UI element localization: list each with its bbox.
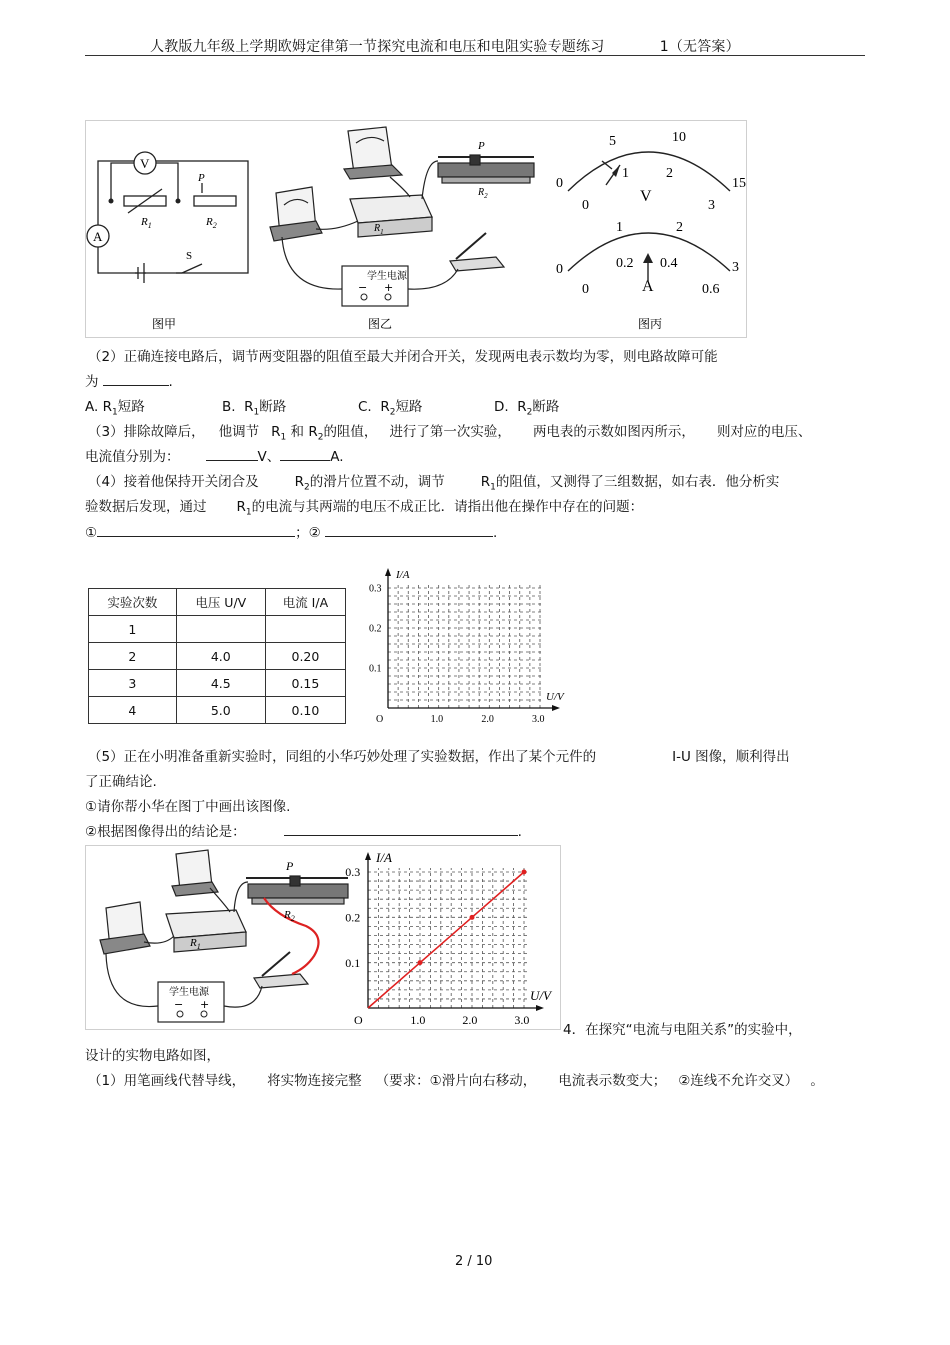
q4-problem-blank-2[interactable]	[325, 523, 493, 537]
vmeter-outer-10: 10	[672, 130, 686, 145]
rheostat-p-label: P	[478, 140, 485, 152]
circuit-figures	[86, 121, 746, 337]
x-tick-label: 1.0	[430, 714, 444, 725]
y-axis-arrow	[385, 568, 391, 576]
vmeter-outer-15: 15	[732, 176, 746, 191]
origin-label: O	[354, 1013, 363, 1027]
rheostat-r2-label: $R_2$	[478, 187, 488, 200]
q4-stem: （4）接着他保持开关闭合及 $R_2$的滑片位置不动，调节 $R_1$的阻值，又测得了三组数据，如右表．他分析实	[88, 474, 780, 493]
q4new-line3: （1）用笔画线代替导线， 将实物连接完整 （要求：①滑片向右移动， 电流表示数变大； ②连线不允许交叉） 。	[88, 1073, 824, 1089]
table-cell: 0.10	[265, 697, 345, 724]
voltmeter-label: V	[140, 156, 150, 171]
q4new-line2: 设计的实物电路如图，	[85, 1048, 220, 1064]
plus-label: +	[200, 998, 210, 1011]
series-line	[368, 872, 524, 1008]
table-cell: 4.5	[176, 670, 265, 697]
table-cell: 1	[89, 616, 177, 643]
y-axis-arrow	[365, 852, 371, 860]
minus-label: −	[174, 998, 184, 1011]
vmeter-inner-0: 0	[582, 198, 589, 213]
table-row	[89, 616, 346, 643]
table-cell: 4	[89, 697, 177, 724]
y-tick-label: 0.2	[345, 910, 361, 925]
q3-line2: 电流值分别为： V、 A.	[85, 449, 344, 465]
y-axis-label: I/A	[396, 569, 410, 581]
q2-option-a[interactable]: A. $R_1$短路	[85, 399, 145, 418]
y-tick-label: 0.3	[369, 583, 382, 595]
table-cell[interactable]	[176, 616, 265, 643]
ameter-inner-06: 0.6	[702, 282, 720, 297]
vmeter-unit: V	[640, 188, 652, 205]
q5-line3: ①请你帮小华在图丁中画出该图像.	[85, 799, 291, 815]
q4-problem-blank-1[interactable]	[97, 523, 295, 537]
x-axis-arrow	[536, 1005, 544, 1011]
header-rule	[85, 55, 865, 56]
table-cell: 5.0	[176, 697, 265, 724]
q2-answer-blank[interactable]	[103, 372, 169, 386]
x-axis-label: U/V	[546, 691, 564, 703]
ameter-inner-04: 0.4	[660, 256, 678, 271]
x-tick-label: 3.0	[532, 714, 545, 725]
table-row	[89, 643, 346, 670]
ameter-outer-2: 2	[676, 220, 683, 235]
page-number: 2 / 10	[455, 1254, 493, 1269]
power-label: 学生电源	[169, 987, 209, 998]
caption-jia: 图甲	[152, 317, 177, 331]
data-point	[522, 870, 527, 875]
x-axis-arrow	[552, 705, 560, 711]
box-r1-label: $R_1$	[374, 223, 384, 236]
rheostat-r2-label: $R_2$	[284, 909, 295, 923]
y-axis-label: I/A	[376, 850, 392, 865]
q2-stem-line2: 为 .	[85, 374, 173, 390]
caption-bing: 图丙	[638, 317, 663, 331]
r2-label: $R_2$	[206, 216, 217, 230]
origin-label: O	[376, 714, 384, 725]
p-label: P	[198, 172, 205, 184]
x-tick-label: 2.0	[462, 1013, 478, 1027]
table-header: 电流 I/A	[265, 589, 345, 616]
q5-line4: ②根据图像得出的结论是： .	[85, 824, 522, 840]
ameter-inner-0: 0	[582, 282, 589, 297]
box-r1-label: $R_1$	[190, 937, 201, 951]
q4-line2: 验数据后发现，通过 $R_1$的电流与其两端的电压不成正比．请指出他在操作中存在的问题：	[85, 499, 644, 518]
q2-stem: （2）正确连接电路后，调节两变阻器的阻值至最大并闭合开关，发现两电表示数均为零，则电路故障可能	[88, 349, 718, 365]
q4new-stem: 4．在探究“电流与电阻关系”的实验中，	[563, 1022, 802, 1038]
vmeter-inner-1: 1	[622, 166, 629, 181]
ammeter-label: A	[93, 229, 103, 244]
rheostat-p-label: P	[286, 859, 294, 873]
ameter-outer-1: 1	[616, 220, 623, 235]
vmeter-inner-2: 2	[666, 166, 673, 181]
q2-option-d[interactable]: D. $R_2$断路	[494, 399, 560, 418]
ding-iu-chart[interactable]	[342, 846, 560, 1029]
q3-stem: （3）排除故障后， 他调节 $R_1$ 和 $R_2$的阻值， 进行了第一次实验， 两电表的示数如图丙所示， 则对应的电压、	[88, 424, 812, 443]
data-point	[418, 960, 423, 965]
x-tick-label: 1.0	[410, 1013, 426, 1027]
q4-line3: ① ；② .	[85, 525, 498, 541]
x-tick-label: 2.0	[481, 714, 494, 725]
figure-circuit-set	[85, 120, 747, 338]
x-axis-label: U/V	[530, 988, 551, 1003]
figure-ding	[85, 845, 561, 1030]
minus-label: −	[358, 281, 368, 294]
vmeter-inner-3: 3	[708, 198, 715, 213]
empty-iu-chart[interactable]	[360, 558, 570, 728]
header-suffix: 1（无答案）	[659, 39, 740, 55]
vmeter-outer-0: 0	[556, 176, 563, 191]
data-table	[88, 588, 346, 724]
y-tick-label: 0.2	[369, 623, 382, 635]
q2-option-b[interactable]: B. $R_1$断路	[222, 399, 287, 418]
table-row	[89, 697, 346, 724]
r1-label: $R_1$	[141, 216, 152, 230]
page-header	[150, 36, 740, 56]
q5-line2: 了正确结论.	[85, 774, 157, 790]
ameter-inner-02: 0.2	[616, 256, 634, 271]
table-cell: 0.15	[265, 670, 345, 697]
table-cell: 3	[89, 670, 177, 697]
ameter-unit: A	[642, 278, 654, 295]
ameter-outer-3: 3	[732, 260, 739, 275]
s-label: S	[186, 250, 193, 262]
plus-label: +	[384, 281, 394, 294]
x-tick-label: 3.0	[514, 1013, 530, 1027]
caption-yi: 图乙	[368, 317, 393, 331]
q3-current-blank[interactable]	[280, 447, 330, 461]
data-point	[470, 915, 475, 920]
table-cell[interactable]	[265, 616, 345, 643]
q5-stem: （5）正在小明准备重新实验时，同组的小华巧妙处理了实验数据，作出了某个元件的 I-U 图像，顺利得出	[88, 749, 790, 765]
table-header-row	[89, 589, 346, 616]
table-row	[89, 670, 346, 697]
q5-conclusion-blank[interactable]	[284, 822, 518, 836]
table-header: 电压 U/V	[176, 589, 265, 616]
table-cell: 0.20	[265, 643, 345, 670]
table-cell: 4.0	[176, 643, 265, 670]
table-cell: 2	[89, 643, 177, 670]
q3-voltage-blank[interactable]	[206, 447, 258, 461]
header-title: 人教版九年级上学期欧姆定律第一节探究电流和电压和电阻实验专题练习	[150, 39, 605, 55]
vmeter-outer-5: 5	[609, 134, 616, 149]
y-tick-label: 0.1	[369, 663, 382, 675]
table-header: 实验次数	[89, 589, 177, 616]
y-tick-label: 0.3	[345, 865, 361, 880]
ameter-outer-0: 0	[556, 262, 563, 277]
q2-option-c[interactable]: C. $R_2$短路	[358, 399, 423, 418]
y-tick-label: 0.1	[345, 955, 361, 970]
power-label: 学生电源	[367, 271, 407, 282]
